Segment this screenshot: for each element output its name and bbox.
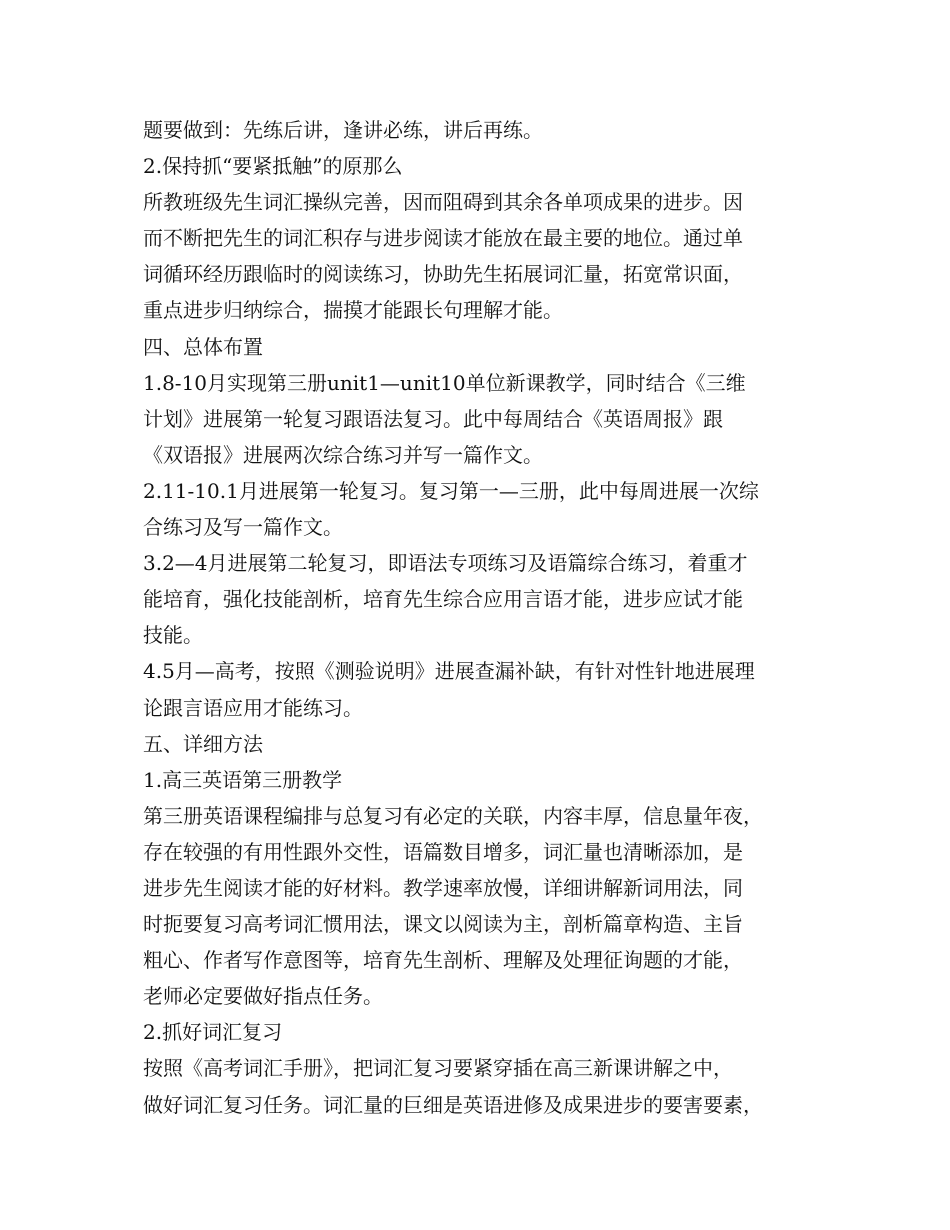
text-line: 论跟言语应用才能练习。 <box>143 695 363 720</box>
text-line: 存在较强的有用性跟外交性，语篇数目增多，词汇量也清晰添加，是 <box>143 839 743 864</box>
text-line: 题要做到：先练后讲，逢讲必练，讲后再练。 <box>143 118 543 142</box>
text-line: 所教班级先生词汇操纵完善，因而阻碍到其余各单项成果的进步。因 <box>143 190 743 215</box>
text-line: 能培育，强化技能剖析，培育先生综合应用言语才能，进步应试才能 <box>143 587 743 612</box>
text-line: 《双语报》进展两次综合练习并写一篇作文。 <box>143 442 543 467</box>
text-line: 2.11-10.1月进展第一轮复习。复习第一—三册，此中每周进展一次综 <box>143 478 759 503</box>
text-line: 做好词汇复习任务。词汇量的巨细是英语进修及成果进步的要害要素， <box>143 1092 763 1117</box>
subsection-heading: 1.高三英语第三册教学 <box>143 767 343 792</box>
text-line: 按照《高考词汇手册》，把词汇复习要紧穿插在高三新课讲解之中， <box>143 1056 733 1081</box>
text-line: 4.5月—高考，按照《测验说明》进展查漏补缺，有针对性针地进展理 <box>143 659 755 684</box>
text-line: 3.2—4月进展第二轮复习，即语法专项练习及语篇综合练习，着重才 <box>143 551 748 576</box>
text-line: 1.8-10月实现第三册unit1—unit10单位新课教学，同时结合《三维 <box>143 370 746 395</box>
section-heading: 2.保持抓“要紧抵触”的原那么 <box>143 154 403 179</box>
document-body <box>143 112 823 1123</box>
text-line: 计划》进展第一轮复习跟语法复习。此中每周结合《英语周报》跟 <box>143 406 723 431</box>
text-line: 老师必定要做好指点任务。 <box>143 984 383 1009</box>
section-heading: 五、详细方法 <box>143 731 263 756</box>
text-line: 而不断把先生的词汇积存与进步阅读才能放在最主要的地位。通过单 <box>143 226 743 251</box>
text-line: 进步先生阅读才能的好材料。教学速率放慢，详细讲解新词用法，同 <box>143 875 743 900</box>
text-line: 粗心、作者写作意图等，培育先生剖析、理解及处理征询题的才能， <box>143 948 743 973</box>
section-heading: 四、总体布置 <box>143 334 263 359</box>
text-line: 时扼要复习高考词汇惯用法，课文以阅读为主，剖析篇章构造、主旨 <box>143 912 743 937</box>
subsection-heading: 2.抓好词汇复习 <box>143 1020 283 1045</box>
text-line: 词循环经历跟临时的阅读练习，协助先生拓展词汇量，拓宽常识面， <box>143 262 743 287</box>
text-line: 技能。 <box>143 623 203 648</box>
text-line: 重点进步归纳综合，揣摸才能跟长句理解才能。 <box>143 298 563 323</box>
text-line: 合练习及写一篇作文。 <box>143 515 343 540</box>
text-line: 第三册英语课程编排与总复习有必定的关联，内容丰厚，信息量年夜， <box>143 803 763 828</box>
